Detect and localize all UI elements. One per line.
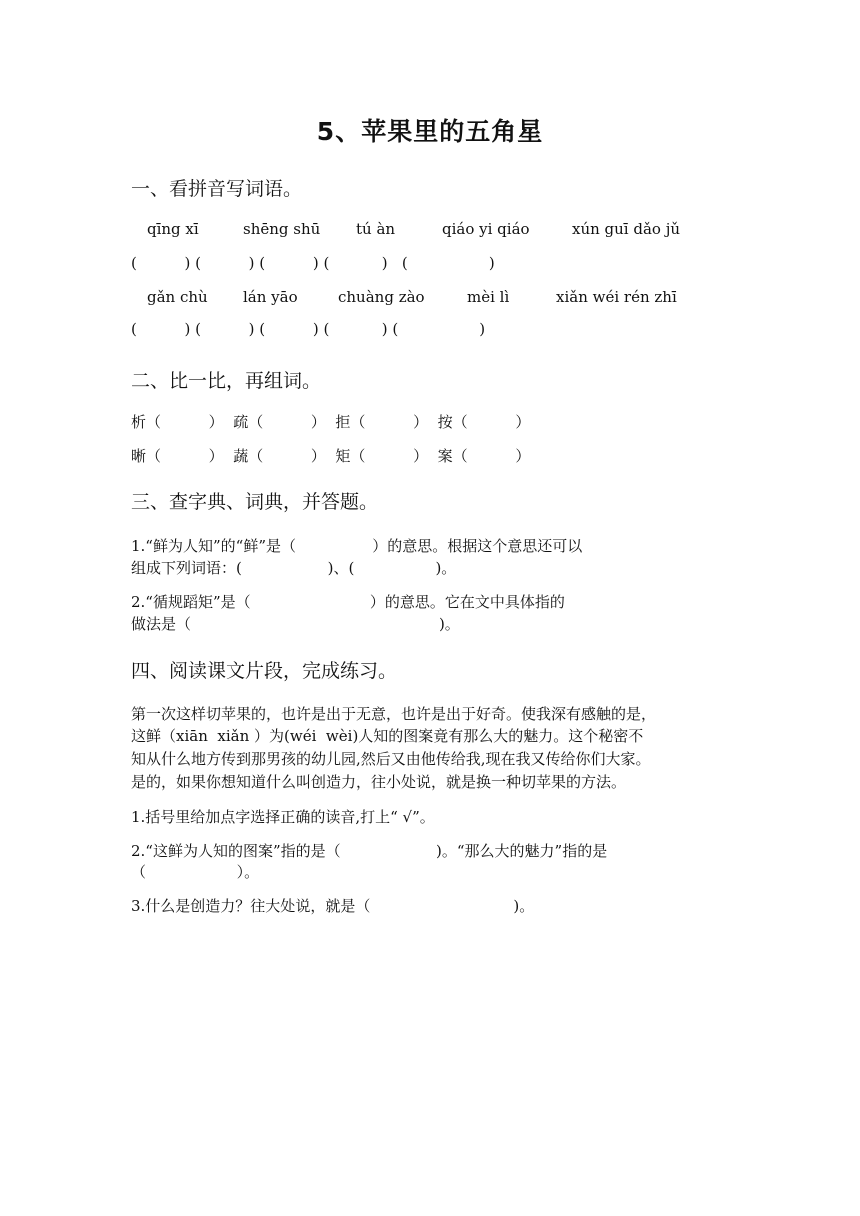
question-line: 3.什么是创造力？往大处说，就是（ )。 bbox=[131, 897, 535, 915]
question-line: 2.“循规蹈矩”是（ ）的意思。它在文中具体指的 bbox=[131, 593, 565, 611]
section-3-heading: 三、查字典、词典，并答题。 bbox=[131, 491, 379, 513]
question-line: 1.“鲜为人知”的“鲜”是（ ）的意思。根据这个意思还可以 bbox=[131, 537, 583, 555]
pinyin-item: gǎn chù bbox=[147, 288, 208, 306]
compare-row: 析（ ） 疏（ ） 拒（ ） 按（ ） bbox=[131, 413, 531, 431]
pinyin-item: xiǎn wéi rén zhī bbox=[556, 288, 677, 306]
pinyin-item: qīng xī bbox=[147, 220, 199, 238]
passage-line: 第一次这样切苹果的，也许是出于无意，也许是出于好奇。使我深有感触的是， bbox=[131, 705, 657, 723]
section-2-heading: 二、比一比，再组词。 bbox=[131, 370, 322, 392]
passage-line: 是的，如果你想知道什么叫创造力，往小处说，就是换一种切苹果的方法。 bbox=[131, 773, 627, 791]
answer-boxes-row: ( ) ( ) ( ) ( ) ( ) bbox=[131, 254, 495, 272]
answer-boxes-row: ( ) ( ) ( ) ( ) ( ) bbox=[131, 320, 486, 338]
pinyin-item: mèi lì bbox=[467, 288, 510, 306]
pinyin-item: xún guī dǎo jǔ bbox=[572, 220, 681, 238]
passage-line: 知从什么地方传到那男孩的幼儿园,然后又由他传给我,现在我又传给你们大家。 bbox=[131, 750, 651, 768]
pinyin-item: chuàng zào bbox=[338, 288, 425, 306]
question-line: 2.“这鲜为人知的图案”指的是（ )。“那么大的魅力”指的是 bbox=[131, 842, 608, 860]
question-line: 做法是（ )。 bbox=[131, 615, 460, 633]
pinyin-item: tú àn bbox=[356, 220, 396, 238]
section-4-heading: 四、阅读课文片段，完成练习。 bbox=[131, 660, 398, 682]
question-line: 1.括号里给加点字选择正确的读音,打上“ √”。 bbox=[131, 808, 435, 826]
passage-line: 这鲜（xiān xiǎn ）为(wéi wèi)人知的图案竟有那么大的魅力。这个秘密不 bbox=[131, 727, 644, 745]
section-1-heading: 一、看拼音写词语。 bbox=[131, 178, 303, 200]
pinyin-item: lán yāo bbox=[243, 288, 298, 306]
pinyin-item: shēng shū bbox=[243, 220, 321, 238]
question-line: 组成下列词语：( )、( )。 bbox=[131, 559, 457, 577]
compare-row: 晰（ ） 蔬（ ） 矩（ ） 案（ ） bbox=[131, 447, 531, 465]
pinyin-item: qiáo yi qiáo bbox=[442, 220, 530, 238]
question-line: （ ）。 bbox=[131, 863, 260, 881]
page-title: 5、苹果里的五角星 bbox=[316, 117, 544, 146]
